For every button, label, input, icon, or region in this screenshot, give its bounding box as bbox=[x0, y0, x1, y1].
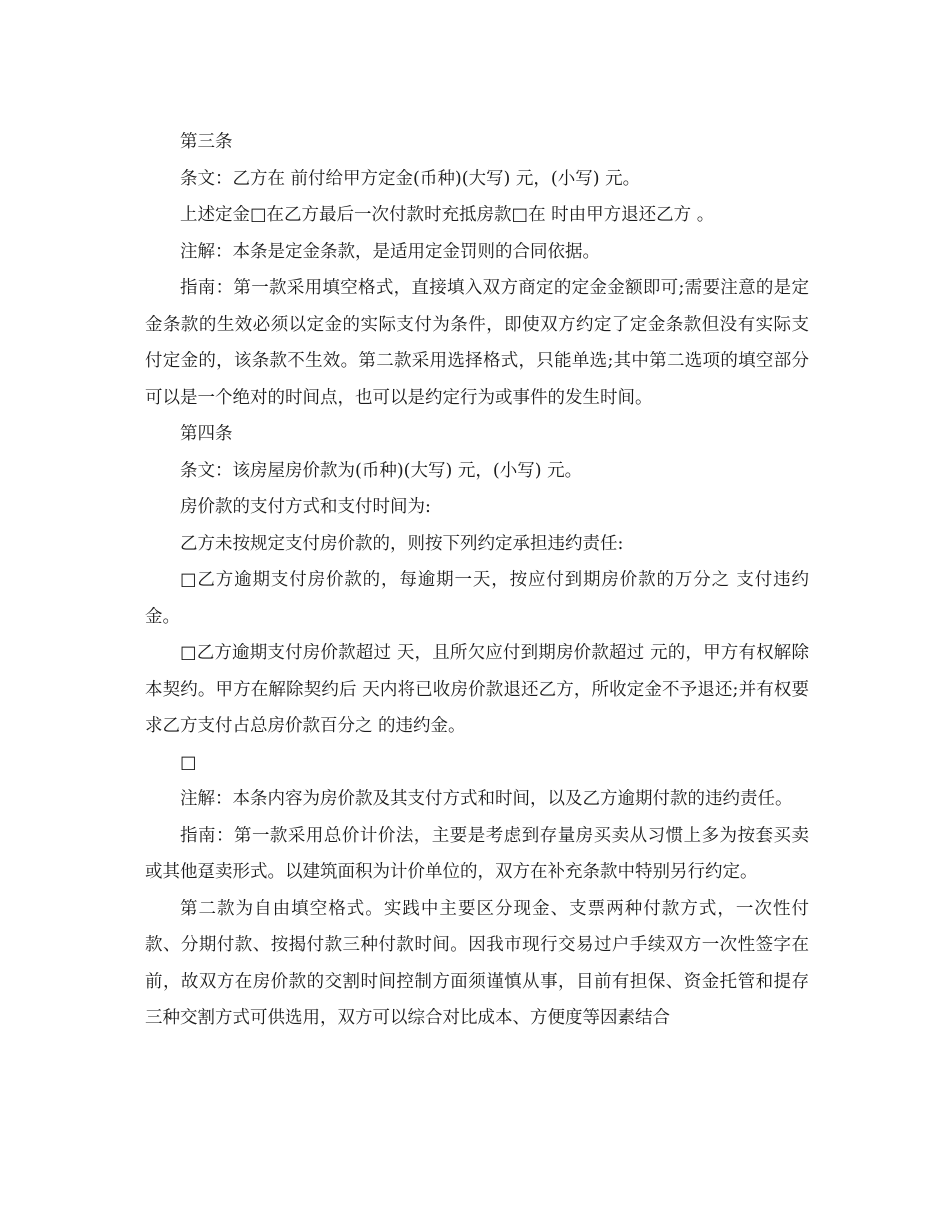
article-4-option-2: □乙方逾期支付房价款超过 天，且所欠应付到期房价款超过 元的，甲方有权解除本契约。甲方在解除契约后 天内将已收房价款退还乙方，所收定金不予退还;并有权要求乙方支付占总房价款百分之 的违约金。 bbox=[145, 643, 809, 736]
article-3-heading: 第三条 bbox=[180, 132, 233, 152]
article-4-guide: 指南：第一款采用总价计价法，主要是考虑到存量房买卖从习惯上多为按套买卖或其他趸卖形式。以建筑面积为计价单位的，双方在补充条款中特别另行约定。 bbox=[145, 825, 809, 882]
article-4-liability-intro: 乙方未按规定支付房价款的，则按下列约定承担违约责任: bbox=[180, 533, 624, 554]
article-3-deposit-options: 上述定金□在乙方最后一次付款时充抵房款□在 时由甲方退还乙方 。 bbox=[180, 205, 715, 225]
article-4-note: 注解：本条内容为房价款及其支付方式和时间，以及乙方逾期付款的违约责任。 bbox=[180, 789, 793, 809]
article-4-heading: 第四条 bbox=[180, 424, 233, 444]
article-3-clause: 条文：乙方在 前付给甲方定金(币种)(大写) 元，(小写) 元。 bbox=[180, 168, 641, 189]
article-3-note: 注解：本条是定金条款，是适用定金罚则的合同依据。 bbox=[180, 241, 600, 262]
article-4-option-3: □ bbox=[180, 752, 197, 773]
article-4-guide-second: 第二款为自由填空格式。实践中主要区分现金、支票两种付款方式，一次性付款、分期付款、按揭付款三种付款时间。因我市现行交易过户手续双方一次性签字在前，故双方在房价款的交割时间控制方面须谨慎从事，目前有担保、资金托管和提存三种交割方式可供选用，双方可以综合对比成本、方便度等因素结合 bbox=[145, 898, 809, 1028]
document-body bbox=[145, 124, 809, 1037]
article-4-option-1: □乙方逾期支付房价款的，每逾期一天，按应付到期房价款的万分之 支付违约金。 bbox=[145, 570, 809, 627]
article-4-payment-method: 房价款的支付方式和支付时间为: bbox=[180, 497, 431, 517]
article-4-clause: 条文：该房屋房价款为(币种)(大写) 元，(小写) 元。 bbox=[180, 460, 583, 481]
article-3-guide: 指南：第一款采用填空格式，直接填入双方商定的定金金额即可;需要注意的是定金条款的生效必须以定金的实际支付为条件，即使双方约定了定金条款但没有实际支付定金的，该条款不生效。第二款采用选择格式，只能单选;其中第二选项的填空部分可以是一个绝对的时间点，也可以是约定行为或事件的发生时间。 bbox=[145, 278, 809, 408]
